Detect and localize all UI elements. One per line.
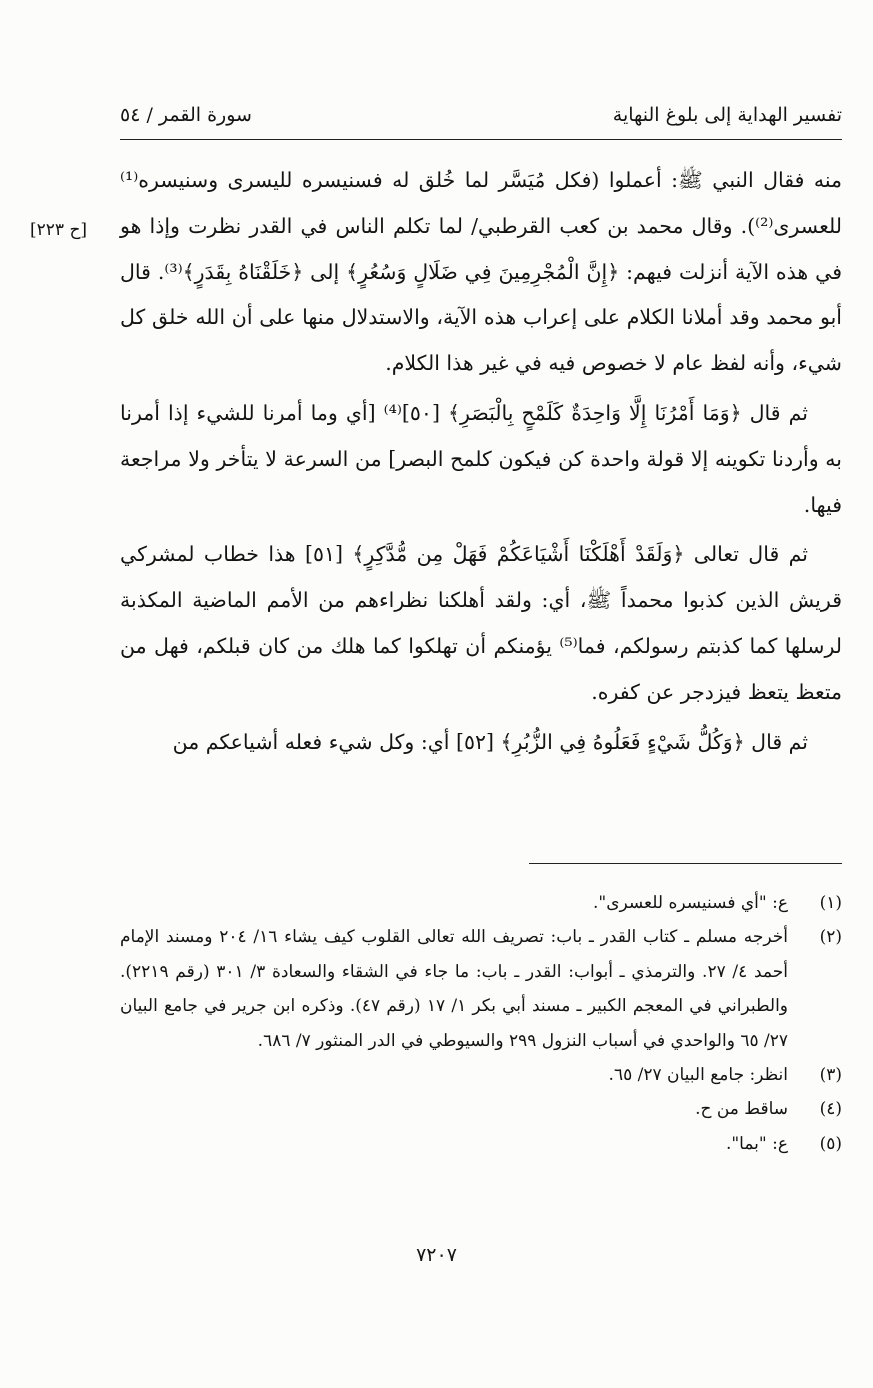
footnote-item xyxy=(120,1058,842,1092)
footnote-number: (٢) xyxy=(819,927,842,948)
main-text xyxy=(120,158,842,765)
book-title: تفسير الهداية إلى بلوغ النهاية xyxy=(612,104,842,126)
footnote-divider xyxy=(529,863,842,864)
paragraph: ثم قال ﴿وَمَا أَمْرُنَا إِلَّا وَاحِدَةٌ كَلَمْحٍ بِالْبَصَرِ﴾ [٥٠]⁽⁴⁾ [أي وما أمرنا للشيء إذا أمرنا به وأردنا تكوينه إلا قولة واحدة كن فيكون كلمح البصر] من السرعة لا يتأخر ولا مراجعة فيها. xyxy=(120,400,842,517)
footnote-text: انظر: جامع البيان ٢٧/ ٦٥. xyxy=(608,1065,788,1086)
paragraph: منه فقال النبي ﷺ: أعملوا (فكل مُيَسَّر لما خُلق له فسنيسره لليسرى وسنيسره⁽¹⁾ للعسرى⁽²⁾). وقال محمد بن كعب القرطبي/ لما تكلم الناس في القدر نظرت وإذا هو في هذه الآية أنزلت فيهم: ﴿إِنَّ الْمُجْرِمِينَ فِي ضَلَالٍ وَسُعُرٍ﴾ إلى ﴿خَلَقْنَاهُ بِقَدَرٍ﴾⁽³⁾. قال أبو محمد وقد أملانا الكلام على إعراب هذه الآية، والاستدلال منها على أن الله خلق كل شيء، وأنه لفظ عام لا خصوص فيه في غير هذا الكلام. xyxy=(120,168,842,376)
footnote-text: أخرجه مسلم ـ كتاب القدر ـ باب: تصريف الله تعالى القلوب كيف يشاء ١٦/ ٢٠٤ ومسند الإمام أحمد ٤/ ٢٧. والترمذي ـ أبواب: القدر ـ باب: ما جاء في الشقاء والسعادة ٣/ ٣٠١ (رقم ٢٢١٩). والطبراني في المعجم الكبير ـ مسند أبي بكر ١/ ١٧ (رقم ٤٧). وذكره ابن جرير في جامع البيان ٢٧/ ٦٥ والواحدي في أسباب النزول ٢٩٩ والسيوطي في الدر المنثور ٧/ ٦٨٦. xyxy=(120,927,788,1051)
paragraph: ثم قال تعالى ﴿وَلَقَدْ أَهْلَكْنَا أَشْيَاعَكُمْ فَهَلْ مِن مُّدَّكِرٍ﴾ [٥١] هذا خطاب لمشركي قريش الذين كذبوا محمداً ﷺ، أي: ولقد أهلكنا نظراءهم من الأمم الماضية المكذبة لرسلها كما كذبتم رسولكم، فما⁽⁵⁾ يؤمنكم أن تهلكوا كما هلك من كان قبلكم، فهل من متعظ يتعظ فيزدجر عن كفره. xyxy=(120,542,842,704)
footnote-number: (١) xyxy=(819,893,842,913)
paragraph: ثم قال ﴿وَكُلُّ شَيْءٍ فَعَلُوهُ فِي الزُّبُرِ﴾ [٥٢] أي: وكل شيء فعله أشياعكم من xyxy=(172,729,808,754)
footnote-item xyxy=(120,1092,842,1126)
footnote-item xyxy=(120,920,842,1058)
footnote-number: (٥) xyxy=(819,1133,842,1154)
footnote-number: (٣) xyxy=(819,1065,842,1086)
footnote-text: ساقط من ح. xyxy=(695,1099,788,1120)
footnotes xyxy=(120,886,842,1161)
manuscript-margin-reference: [ح ٢٢٣] xyxy=(30,220,88,240)
surah-label: سورة القمر / ٥٤ xyxy=(120,104,252,126)
footnote-number: (٤) xyxy=(819,1099,842,1120)
footnote-item xyxy=(120,886,842,920)
running-header xyxy=(120,100,842,134)
page-number: ٧٢٠٧ xyxy=(416,1244,457,1266)
footnote-text: ع: "أي فسنيسره للعسرى". xyxy=(592,893,788,913)
footnote-text: ع: "بما". xyxy=(725,1133,788,1154)
footnote-item xyxy=(120,1127,842,1161)
header-divider xyxy=(120,139,842,140)
